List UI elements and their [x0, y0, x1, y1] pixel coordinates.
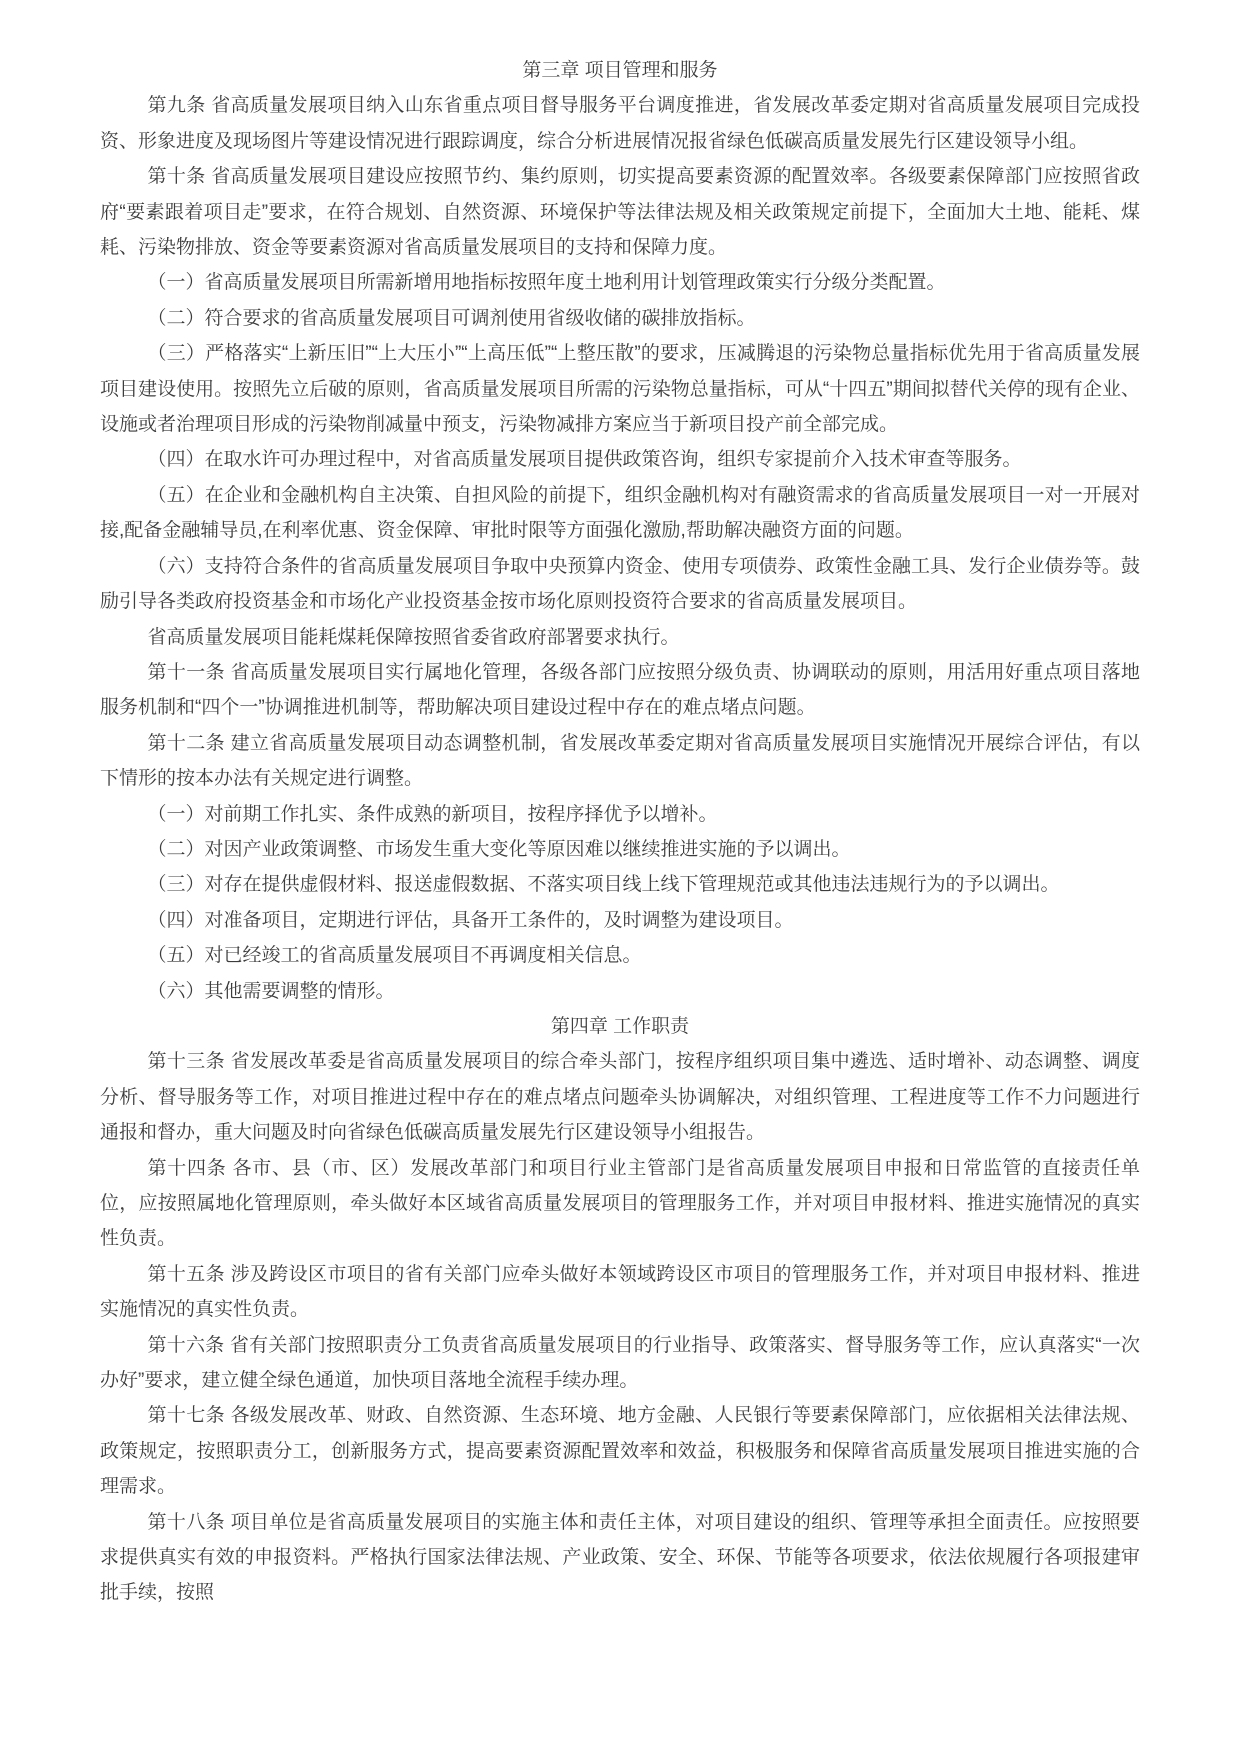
para-a10-item-6: （六）支持符合条件的省高质量发展项目争取中央预算内资金、使用专项债券、政策性金融工具、发行企业债券等。鼓励引导各类政府投资基金和市场化产业投资基金按市场化原则投资符合要求的省高质量发展项目。: [100, 555, 1140, 613]
para-a10-item-5: （五）在企业和金融机构自主决策、自担风险的前提下，组织金融机构对有融资需求的省高质量发展项目一对一开展对接,配备金融辅导员,在利率优惠、资金保障、审批时限等方面强化激励,帮助解决融资方面的问题。: [100, 484, 1140, 542]
para-a12-item-3: （三）对存在提供虚假材料、报送虚假数据、不落实项目线上线下管理规范或其他违法违规行为的予以调出。: [147, 874, 1060, 896]
para-article-16: 第十六条 省有关部门按照职责分工负责省高质量发展项目的行业指导、政策落实、督导服务等工作，应认真落实“一次办好”要求，建立健全绿色通道，加快项目落地全流程手续办理。: [100, 1334, 1140, 1392]
para-article-13: 第十三条 省发展改革委是省高质量发展项目的综合牵头部门，按程序组织项目集中遴选、适时增补、动态调整、调度分析、督导服务等工作，对项目推进过程中存在的难点堵点问题牵头协调解决，对组织管理、工程进度等工作不力问题进行通报和督办，重大问题及时向省绿色低碳高质量发展先行区建设领导小组报告。: [100, 1051, 1140, 1144]
para-article-17: 第十七条 各级发展改革、财政、自然资源、生态环境、地方金融、人民银行等要素保障部门，应依据相关法律法规、政策规定，按照职责分工，创新服务方式，提高要素资源配置效率和效益，积极服务和保障省高质量发展项目推进实施的合理需求。: [100, 1405, 1140, 1498]
para-a12-item-2: （二）对因产业政策调整、市场发生重大变化等原因难以继续推进实施的予以调出。: [147, 838, 851, 860]
para-article-12: 第十二条 建立省高质量发展项目动态调整机制，省发展改革委定期对省高质量发展项目实施情况开展综合评估，有以下情形的按本办法有关规定进行调整。: [100, 732, 1140, 790]
para-article-9: 第九条 省高质量发展项目纳入山东省重点项目督导服务平台调度推进，省发展改革委定期对省高质量发展项目完成投资、形象进度及现场图片等建设情况进行跟踪调度，综合分析进展情况报省绿色低碳高质量发展先行区建设领导小组。: [100, 95, 1140, 152]
para-article-15: 第十五条 涉及跨设区市项目的省有关部门应牵头做好本领域跨设区市项目的管理服务工作，并对项目申报材料、推进实施情况的真实性负责。: [100, 1263, 1140, 1321]
para-a10-item-1: （一）省高质量发展项目所需新增用地指标按照年度土地利用计划管理政策实行分级分类配置。: [147, 272, 946, 294]
para-a12-item-4: （四）对准备项目，定期进行评估，具备开工条件的，及时调整为建设项目。: [147, 909, 794, 931]
para-article-18: 第十八条 项目单位是省高质量发展项目的实施主体和责任主体，对项目建设的组织、管理等承担全面责任。应按照要求提供真实有效的申报资料。严格执行国家法律法规、产业政策、安全、环保、节能等各项要求，依法依规履行各项报建审批手续，按照: [100, 1511, 1140, 1604]
chapter-3-heading: 第三章 项目管理和服务: [522, 60, 718, 81]
para-article-10: 第十条 省高质量发展项目建设应按照节约、集约原则，切实提高要素资源的配置效率。各级要素保障部门应按照省政府“要素跟着项目走”要求，在符合规划、自然资源、环境保护等法律法规及相关政策规定前提下，全面加大土地、能耗、煤耗、污染物排放、资金等要素资源对省高质量发展项目的支持和保障力度。: [100, 166, 1140, 259]
para-a12-item-6: （六）其他需要调整的情形。: [147, 980, 395, 1002]
para-article-14: 第十四条 各市、县（市、区）发展改革部门和项目行业主管部门是省高质量发展项目申报和日常监管的直接责任单位，应按照属地化管理原则，牵头做好本区域省高质量发展项目的管理服务工作，并对项目申报材料、推进实施情况的真实性负责。: [100, 1157, 1140, 1250]
para-a12-item-5: （五）对已经竣工的省高质量发展项目不再调度相关信息。: [147, 945, 642, 967]
para-energy-note: 省高质量发展项目能耗煤耗保障按照省委省政府部署要求执行。: [147, 626, 680, 648]
para-article-11: 第十一条 省高质量发展项目实行属地化管理，各级各部门应按照分级负责、协调联动的原则，用活用好重点项目落地服务机制和“四个一”协调推进机制等，帮助解决项目建设过程中存在的难点堵点问题。: [100, 661, 1140, 719]
para-a10-item-2: （二）符合要求的省高质量发展项目可调剂使用省级收储的碳排放指标。: [147, 307, 756, 329]
chapter-4-heading: 第四章 工作职责: [550, 1015, 690, 1037]
para-a10-item-4: （四）在取水许可办理过程中，对省高质量发展项目提供政策咨询，组织专家提前介入技术审查等服务。: [147, 449, 1022, 471]
para-a12-item-1: （一）对前期工作扎实、条件成熟的新项目，按程序择优予以增补。: [147, 803, 718, 825]
para-a10-item-3: （三）严格落实“上新压旧”“上大压小”“上高压低”“上整压散”的要求，压减腾退的污染物总量指标优先用于省高质量发展项目建设使用。按照先立后破的原则，省高质量发展项目所需的污染物总量指标，可从“十四五”期间拟替代关停的现有企业、设施或者治理项目形成的污染物削减量中预支，污染物减排方案应当于新项目投产前全部完成。: [100, 343, 1140, 436]
